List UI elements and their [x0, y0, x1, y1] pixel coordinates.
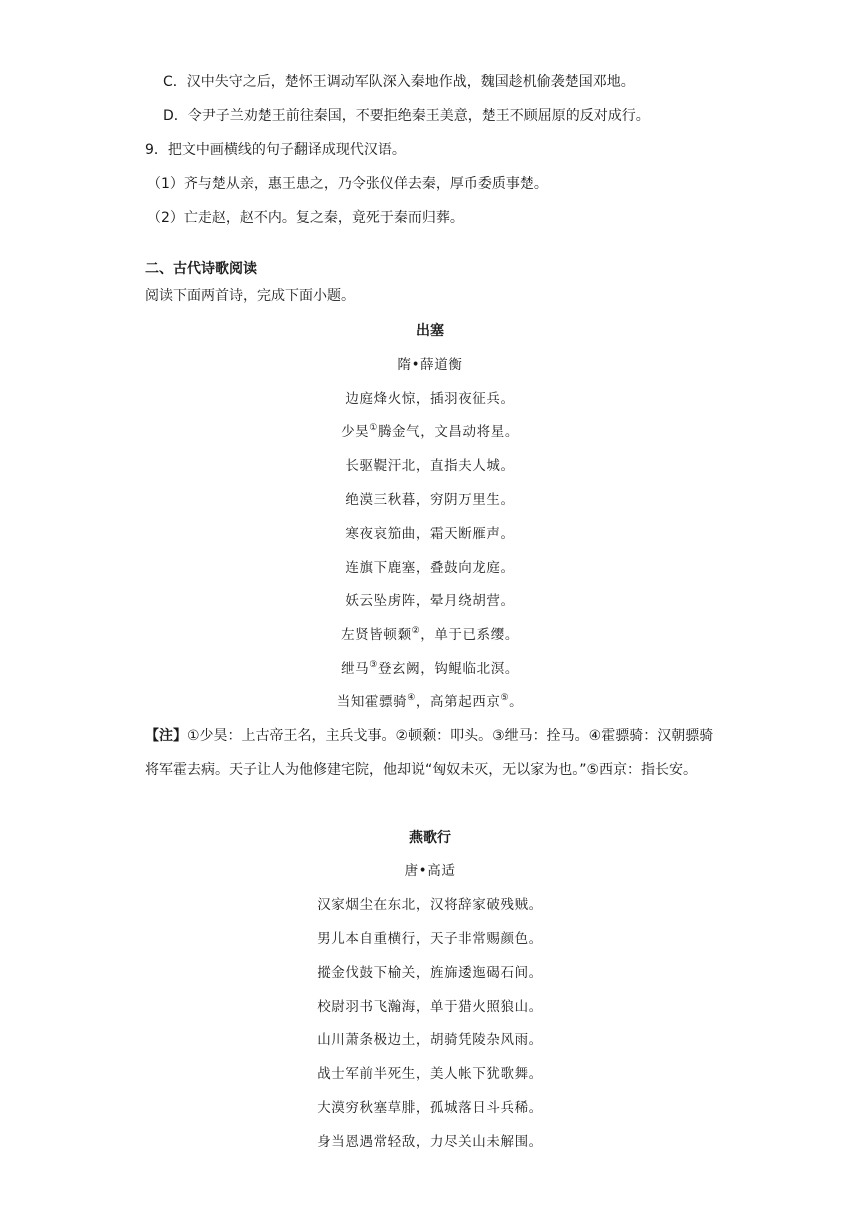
poem1-line: 边庭烽火惊，插羽夜征兵。 [345, 391, 515, 407]
poem1-title: 出塞 [416, 323, 444, 339]
poem2-line: 身当恩遇常轻敌，力尽关山未解围。 [317, 1134, 543, 1150]
translation-sub-2: （2）亡走赵，赵不内。复之秦，竟死于秦而归葬。 [147, 210, 464, 226]
poem2-line: 山川萧条极边土，胡骑凭陵杂风雨。 [317, 1032, 543, 1048]
option-c: C．汉中失守之后，楚怀王调动军队深入秦地作战，魏国趁机偷袭楚国邓地。 [163, 74, 635, 90]
poem2-line: 校尉羽书飞瀚海，单于猎火照狼山。 [317, 999, 543, 1015]
section-instruction: 阅读下面两首诗，完成下面小题。 [145, 288, 355, 304]
section-heading: 二、古代诗歌阅读 [145, 261, 257, 277]
poem1-line: 少昊①腾金气，文昌动将星。 [341, 423, 519, 440]
poem1-line: 寒夜哀笳曲，霜天断雁声。 [345, 526, 515, 542]
translation-sub-1: （1）齐与楚从亲，惠王患之，乃令张仪佯去秦，厚币委质事楚。 [147, 176, 548, 192]
note-label: 【注】 [145, 728, 187, 744]
poem1-line: 连旗下鹿塞，叠鼓向龙庭。 [345, 560, 515, 576]
poem1-line: 妖云坠虏阵，晕月绕胡营。 [345, 593, 515, 609]
question-9: 9．把文中画横线的句子翻译成现代汉语。 [145, 142, 406, 158]
poem1-line: 左贤皆顿颡②，单于已系缨。 [341, 626, 519, 643]
poem2-line: 大漠穷秋塞草腓，孤城落日斗兵稀。 [317, 1100, 543, 1116]
footnote-marker: ③ [369, 660, 378, 670]
note-text: ①少昊：上古帝王名，主兵戈事。②顿颡：叩头。③绁马：拴马。④霍骠骑：汉朝骠骑将军霍去病。天子让人为他修建宅院，他却说“匈奴未灭，无以家为也。”⑤西京：指长安。 [145, 728, 714, 778]
footnote-marker: ⑤ [500, 693, 510, 703]
option-d: D．令尹子兰劝楚王前往秦国，不要拒绝秦王美意，楚王不顾屈原的反对成行。 [163, 108, 650, 124]
footnote-marker: ① [369, 423, 378, 433]
footnote-marker: ④ [407, 693, 416, 703]
poem1-line: 长驱鞮汗北，直指夫人城。 [345, 458, 515, 474]
poem1-notes [145, 719, 715, 787]
poem2-author: 唐•高适 [404, 863, 456, 879]
poem2-line: 男儿本自重横行，天子非常赐颜色。 [317, 931, 543, 947]
poem2-line: 战士军前半死生，美人帐下犹歌舞。 [317, 1066, 543, 1082]
poem2-line: 摐金伐鼓下榆关，旌旆逶迤碣石间。 [317, 965, 543, 981]
poem1-line: 绝漠三秋暮，穷阴万里生。 [345, 492, 515, 508]
poem1-line: 当知霍骠骑④，高第起西京⑤。 [336, 693, 524, 710]
poem2-line: 汉家烟尘在东北，汉将辞家破残贼。 [317, 897, 543, 913]
poem2-title: 燕歌行 [409, 830, 451, 846]
poem1-author: 隋•薛道衡 [397, 357, 463, 373]
poem1-line: 绁马③登玄阙，钩鲲临北溟。 [341, 660, 519, 677]
footnote-marker: ② [411, 626, 421, 636]
